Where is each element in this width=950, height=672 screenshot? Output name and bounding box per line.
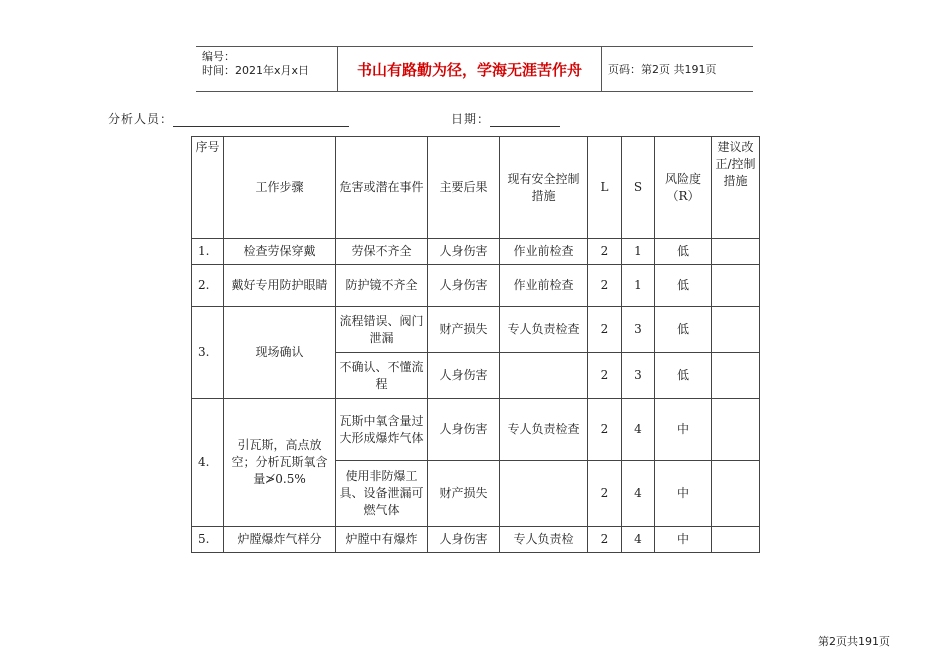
cell-s: 3 xyxy=(622,307,655,353)
cell-l: 2 xyxy=(588,527,622,553)
cell-risk: 低 xyxy=(655,307,712,353)
date-field xyxy=(451,110,560,127)
cell-control: 作业前检查 xyxy=(500,265,588,307)
col-header-seq: 序号 xyxy=(192,137,224,239)
cell-hazard: 炉膛中有爆炸 xyxy=(336,527,428,553)
col-header-step: 工作步骤 xyxy=(224,137,336,239)
cell-risk: 低 xyxy=(655,239,712,265)
analyst-blank[interactable] xyxy=(173,112,349,127)
cell-control: 专人负责检查 xyxy=(500,307,588,353)
page-footer: 第2页共191页 xyxy=(818,635,890,648)
table-row xyxy=(192,307,760,353)
table-row xyxy=(192,239,760,265)
table-row xyxy=(192,399,760,461)
cell-seq: 4. xyxy=(192,399,224,527)
cell-step: 检查劳保穿戴 xyxy=(224,239,336,265)
col-header-control: 现有安全控制措施 xyxy=(500,137,588,239)
cell-consequence: 人身伤害 xyxy=(428,527,500,553)
cell-consequence: 人身伤害 xyxy=(428,239,500,265)
date-label: 日期： xyxy=(451,112,491,126)
cell-l: 2 xyxy=(588,461,622,527)
cell-risk: 中 xyxy=(655,399,712,461)
date-blank[interactable] xyxy=(490,112,560,127)
cell-hazard: 防护镜不齐全 xyxy=(336,265,428,307)
cell-control xyxy=(500,461,588,527)
cell-seq: 1. xyxy=(192,239,224,265)
cell-suggest xyxy=(712,239,760,265)
cell-consequence: 人身伤害 xyxy=(428,399,500,461)
cell-seq: 5. xyxy=(192,527,224,553)
cell-hazard: 劳保不齐全 xyxy=(336,239,428,265)
col-header-consequence: 主要后果 xyxy=(428,137,500,239)
header-motto: 书山有路勤为径，学海无涯苦作舟 xyxy=(338,47,602,91)
analyst-label: 分析人员： xyxy=(108,112,174,126)
cell-risk: 中 xyxy=(655,527,712,553)
cell-control xyxy=(500,353,588,399)
cell-step: 炉膛爆炸气样分 xyxy=(224,527,336,553)
cell-s: 4 xyxy=(622,399,655,461)
cell-s: 4 xyxy=(622,461,655,527)
col-header-suggest: 建议改正/控制措施 xyxy=(712,137,760,239)
header-page-label: 页码：第2页 共191页 xyxy=(608,63,717,76)
col-header-l: L xyxy=(588,137,622,239)
cell-consequence: 财产损失 xyxy=(428,461,500,527)
cell-l: 2 xyxy=(588,353,622,399)
cell-suggest xyxy=(712,399,760,461)
cell-suggest xyxy=(712,461,760,527)
cell-s: 3 xyxy=(622,353,655,399)
cell-l: 2 xyxy=(588,307,622,353)
col-header-hazard: 危害或潜在事件 xyxy=(336,137,428,239)
cell-hazard: 使用非防爆工具、设备泄漏可燃气体 xyxy=(336,461,428,527)
cell-hazard: 不确认、不懂流程 xyxy=(336,353,428,399)
cell-consequence: 人身伤害 xyxy=(428,265,500,307)
document-header xyxy=(196,46,753,92)
cell-risk: 低 xyxy=(655,265,712,307)
cell-s: 1 xyxy=(622,265,655,307)
col-header-s: S xyxy=(622,137,655,239)
cell-suggest xyxy=(712,353,760,399)
cell-s: 1 xyxy=(622,239,655,265)
cell-control: 专人负责检 xyxy=(500,527,588,553)
col-header-risk: 风险度（R） xyxy=(655,137,712,239)
cell-hazard: 流程错误、阀门泄漏 xyxy=(336,307,428,353)
cell-seq: 3. xyxy=(192,307,224,399)
cell-step: 引瓦斯，高点放空；分析瓦斯氧含量≯0.5% xyxy=(224,399,336,527)
table-header-row xyxy=(192,137,760,239)
cell-seq: 2. xyxy=(192,265,224,307)
cell-l: 2 xyxy=(588,265,622,307)
cell-l: 2 xyxy=(588,399,622,461)
cell-consequence: 财产损失 xyxy=(428,307,500,353)
cell-s: 4 xyxy=(622,527,655,553)
doc-number-label: 编号： xyxy=(202,50,235,63)
cell-suggest xyxy=(712,527,760,553)
cell-control: 专人负责检查 xyxy=(500,399,588,461)
cell-risk: 低 xyxy=(655,353,712,399)
cell-l: 2 xyxy=(588,239,622,265)
table-row xyxy=(192,527,760,553)
analyst-field xyxy=(108,110,349,127)
cell-consequence: 人身伤害 xyxy=(428,353,500,399)
cell-control: 作业前检查 xyxy=(500,239,588,265)
doc-time-label: 时间：2021年x月x日 xyxy=(202,64,310,77)
table-row xyxy=(192,265,760,307)
header-meta xyxy=(196,47,338,91)
cell-hazard: 瓦斯中氧含量过大形成爆炸气体 xyxy=(336,399,428,461)
cell-suggest xyxy=(712,265,760,307)
cell-suggest xyxy=(712,307,760,353)
cell-step: 戴好专用防护眼睛 xyxy=(224,265,336,307)
cell-step: 现场确认 xyxy=(224,307,336,399)
cell-risk: 中 xyxy=(655,461,712,527)
hazard-analysis-table xyxy=(191,136,760,553)
